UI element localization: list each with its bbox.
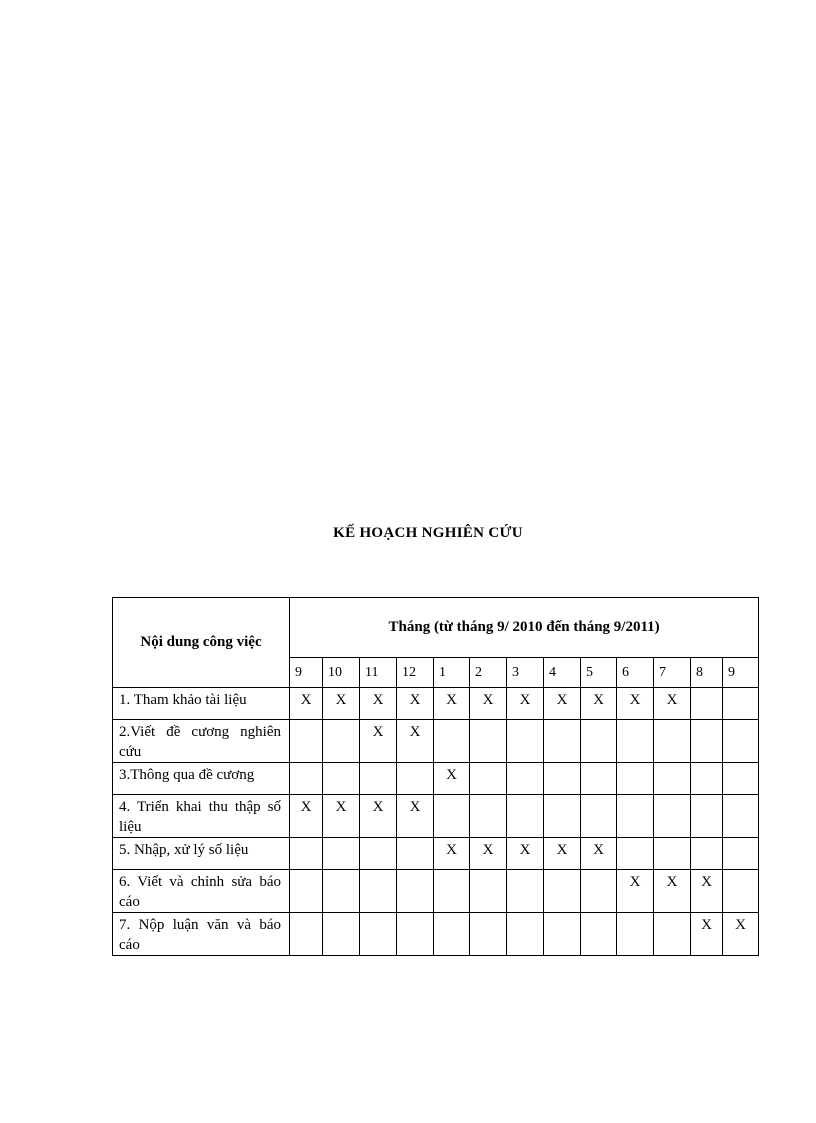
month-cell: 10	[323, 658, 360, 688]
table-row	[113, 913, 759, 956]
schedule-mark: X	[323, 795, 360, 838]
schedule-mark: X	[691, 870, 723, 913]
schedule-mark	[617, 913, 654, 956]
schedule-mark: X	[691, 913, 723, 956]
schedule-mark	[470, 795, 507, 838]
schedule-mark	[323, 870, 360, 913]
schedule-mark	[470, 720, 507, 763]
schedule-mark	[581, 913, 617, 956]
schedule-mark: X	[397, 688, 434, 720]
schedule-mark: X	[581, 688, 617, 720]
schedule-mark	[470, 763, 507, 795]
month-cell: 12	[397, 658, 434, 688]
month-cell: 6	[617, 658, 654, 688]
schedule-mark: X	[397, 795, 434, 838]
schedule-mark	[323, 720, 360, 763]
schedule-mark	[654, 720, 691, 763]
month-cell: 8	[691, 658, 723, 688]
schedule-mark: X	[290, 688, 323, 720]
schedule-mark	[397, 870, 434, 913]
schedule-mark	[723, 720, 759, 763]
research-plan-table	[112, 597, 759, 956]
schedule-mark	[290, 913, 323, 956]
schedule-mark	[360, 913, 397, 956]
schedule-mark	[323, 913, 360, 956]
month-cell: 4	[544, 658, 581, 688]
schedule-mark	[397, 763, 434, 795]
schedule-mark	[434, 913, 470, 956]
schedule-mark	[581, 720, 617, 763]
schedule-mark: X	[617, 870, 654, 913]
schedule-mark: X	[470, 688, 507, 720]
schedule-mark	[470, 913, 507, 956]
schedule-mark	[507, 720, 544, 763]
schedule-mark	[323, 763, 360, 795]
schedule-mark	[507, 763, 544, 795]
schedule-mark	[723, 838, 759, 870]
month-cell: 9	[290, 658, 323, 688]
month-cell: 9	[723, 658, 759, 688]
schedule-mark	[691, 838, 723, 870]
month-cell: 2	[470, 658, 507, 688]
month-cell: 7	[654, 658, 691, 688]
schedule-mark	[323, 838, 360, 870]
schedule-mark	[654, 838, 691, 870]
schedule-mark	[617, 720, 654, 763]
schedule-mark: X	[617, 688, 654, 720]
schedule-mark	[507, 913, 544, 956]
schedule-mark	[507, 870, 544, 913]
schedule-mark	[544, 795, 581, 838]
schedule-mark	[581, 870, 617, 913]
task-label: 5. Nhập, xử lý số liệu	[113, 838, 290, 870]
task-label: 2.Viết đề cương nghiên cứu	[113, 720, 290, 763]
task-label: 1. Tham khảo tài liệu	[113, 688, 290, 720]
schedule-mark	[544, 913, 581, 956]
schedule-mark	[691, 688, 723, 720]
schedule-mark	[290, 763, 323, 795]
schedule-mark	[617, 763, 654, 795]
month-cell: 11	[360, 658, 397, 688]
schedule-mark: X	[544, 688, 581, 720]
schedule-mark	[654, 913, 691, 956]
schedule-mark: X	[397, 720, 434, 763]
schedule-mark	[654, 795, 691, 838]
table-row	[113, 795, 759, 838]
schedule-mark	[290, 870, 323, 913]
task-label: 3.Thông qua đề cương	[113, 763, 290, 795]
schedule-mark	[691, 795, 723, 838]
schedule-mark: X	[434, 838, 470, 870]
schedule-mark	[544, 870, 581, 913]
schedule-mark: X	[654, 870, 691, 913]
schedule-mark	[691, 763, 723, 795]
schedule-mark	[360, 763, 397, 795]
schedule-mark	[581, 795, 617, 838]
month-range-header: Tháng (từ tháng 9/ 2010 đến tháng 9/2011)	[290, 598, 759, 658]
schedule-mark: X	[654, 688, 691, 720]
task-column-header: Nội dung công việc	[113, 598, 290, 688]
schedule-mark	[723, 763, 759, 795]
table-row	[113, 720, 759, 763]
schedule-mark	[397, 838, 434, 870]
schedule-mark: X	[507, 688, 544, 720]
month-cell: 1	[434, 658, 470, 688]
schedule-mark: X	[360, 795, 397, 838]
schedule-mark	[360, 870, 397, 913]
schedule-mark: X	[434, 688, 470, 720]
table-row	[113, 688, 759, 720]
schedule-mark	[434, 720, 470, 763]
schedule-mark: X	[470, 838, 507, 870]
schedule-mark	[654, 763, 691, 795]
schedule-mark: X	[360, 688, 397, 720]
table-row	[113, 870, 759, 913]
table-row	[113, 763, 759, 795]
document-title: KẾ HOẠCH NGHIÊN CỨU	[333, 525, 523, 541]
schedule-mark: X	[434, 763, 470, 795]
schedule-mark	[360, 838, 397, 870]
schedule-mark	[617, 795, 654, 838]
schedule-mark	[397, 913, 434, 956]
schedule-mark	[290, 720, 323, 763]
schedule-mark	[723, 795, 759, 838]
task-label: 7. Nộp luận văn và báo cáo	[113, 913, 290, 956]
task-label: 4. Triển khai thu thập số liệu	[113, 795, 290, 838]
schedule-mark: X	[581, 838, 617, 870]
schedule-mark	[470, 870, 507, 913]
month-cell: 5	[581, 658, 617, 688]
schedule-mark	[507, 795, 544, 838]
schedule-mark	[434, 795, 470, 838]
task-label: 6. Viết và chỉnh sửa báo cáo	[113, 870, 290, 913]
schedule-mark: X	[723, 913, 759, 956]
schedule-mark: X	[323, 688, 360, 720]
table-row	[113, 838, 759, 870]
schedule-mark	[691, 720, 723, 763]
schedule-mark	[290, 838, 323, 870]
schedule-mark	[723, 688, 759, 720]
schedule-mark: X	[290, 795, 323, 838]
schedule-mark	[723, 870, 759, 913]
schedule-mark: X	[507, 838, 544, 870]
schedule-mark	[434, 870, 470, 913]
month-cell: 3	[507, 658, 544, 688]
schedule-mark: X	[544, 838, 581, 870]
schedule-mark: X	[360, 720, 397, 763]
schedule-mark	[617, 838, 654, 870]
schedule-mark	[581, 763, 617, 795]
schedule-mark	[544, 763, 581, 795]
schedule-mark	[544, 720, 581, 763]
